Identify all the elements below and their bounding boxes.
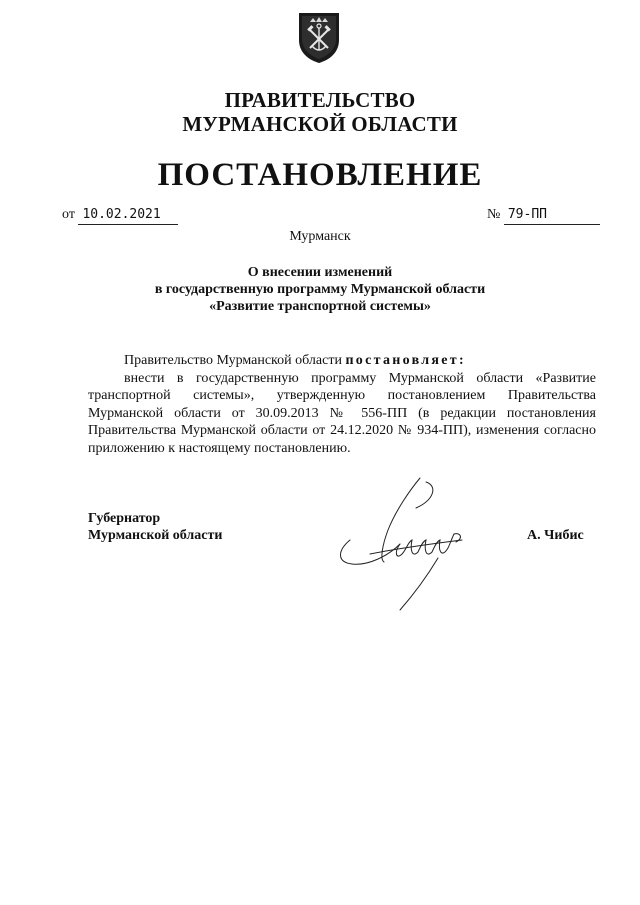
- organization-line-2: МУРМАНСКОЙ ОБЛАСТИ: [182, 112, 458, 136]
- city: Мурманск: [289, 229, 351, 244]
- signer-title-line-1: Губернатор: [88, 511, 161, 526]
- document-date: [62, 206, 178, 225]
- document-type: ПОСТАНОВЛЕНИЕ: [157, 157, 483, 193]
- coat-of-arms-icon: [296, 10, 342, 64]
- document-subject: [0, 264, 640, 315]
- body-lead: [88, 352, 596, 370]
- subject-line-2: в государственную программу Мурманской области: [154, 282, 486, 297]
- number-value: 79-ПП: [504, 206, 600, 225]
- handwritten-signature: [330, 470, 480, 620]
- subject-line-3: «Развитие транспортной системы»: [209, 299, 431, 314]
- document-body: [88, 352, 596, 457]
- organization-title: [0, 88, 640, 136]
- document-number: [487, 206, 600, 225]
- signer-title-line-2: Мурманской области: [88, 528, 223, 543]
- body-lead-text: Правительство Мурманской области: [124, 353, 346, 368]
- organization-line-1: ПРАВИТЕЛЬСТВО: [224, 88, 416, 112]
- number-prefix: №: [487, 207, 501, 222]
- signer-name: А. Чибис: [527, 528, 584, 543]
- body-paragraph: внести в государственную программу Мурманской области «Развитие транспортной системы», утвержденную постановлением Правительства Мурманской области от 30.09.2013 № 556-ПП (в редакции постановления Правительства Мурманской области от 24.12.2020 № 934-ПП), изменения согласно приложению к настоящему постановлению.: [88, 370, 596, 456]
- date-value: 10.02.2021: [78, 206, 178, 225]
- subject-line-1: О внесении изменений: [247, 265, 393, 280]
- signer-title: [88, 510, 222, 544]
- body-lead-emphasis: постановляет:: [345, 353, 466, 368]
- date-prefix: от: [62, 207, 75, 222]
